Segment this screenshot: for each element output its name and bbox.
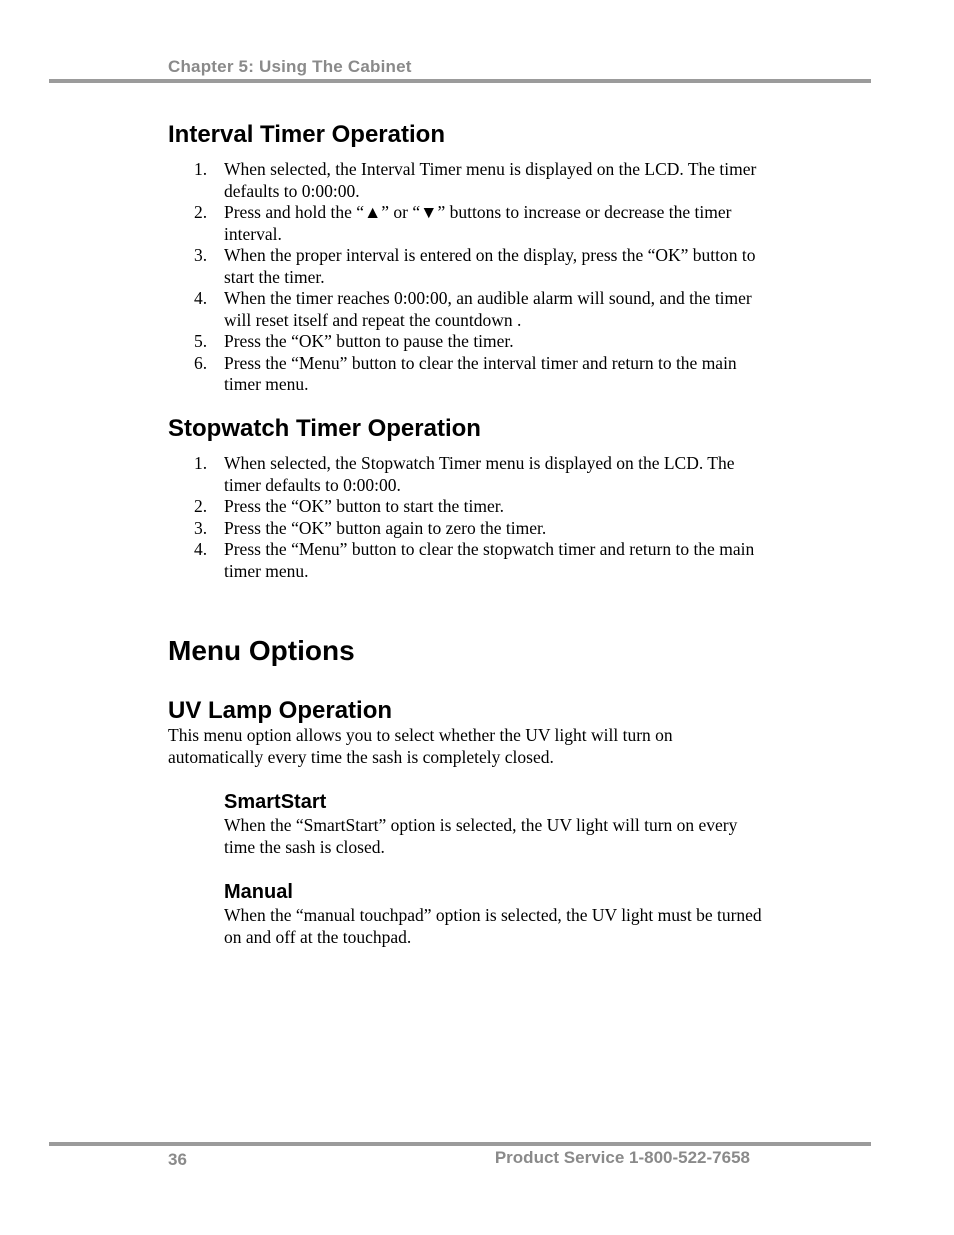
manual-text: When the “manual touchpad” option is selected, the UV light must be turned on and off at the touchpad.	[224, 905, 762, 947]
smartstart-heading: SmartStart	[224, 791, 327, 813]
list-item: 2. Press and hold the “▲” or “▼” buttons to increase or decrease the timer interval.	[194, 202, 732, 244]
list-item: 3. Press the “OK” button again to zero the timer.	[194, 517, 547, 538]
list-item: 5. Press the “OK” button to pause the timer.	[194, 331, 514, 351]
product-service-phone: Product Service 1-800-522-7658	[494, 1148, 750, 1167]
menu-options-heading: Menu Options	[168, 635, 355, 666]
list-item: 4. Press the “Menu” button to clear the stopwatch timer and return to the main timer menu.	[194, 539, 755, 581]
chapter-title: Chapter 5: Using The Cabinet	[168, 57, 412, 76]
list-item: 2. Press the “OK” button to start the timer.	[194, 496, 504, 516]
interval-timer-heading: Interval Timer Operation	[168, 121, 445, 148]
manual-heading: Manual	[224, 881, 293, 903]
uv-lamp-heading: UV Lamp Operation	[168, 697, 393, 724]
list-item: 1. When selected, the Stopwatch Timer menu is displayed on the LCD. The timer defaults to 0:00:00.	[194, 453, 735, 495]
header-rule	[49, 79, 871, 83]
interval-timer-steps	[194, 159, 764, 396]
list-item: 4. When the timer reaches 0:00:00, an audible alarm will sound, and the timer will reset itself and repeat the countdown .	[194, 288, 752, 330]
footer-rule	[49, 1142, 871, 1146]
list-item: 6. Press the “Menu” button to clear the interval timer and return to the main timer menu.	[194, 352, 737, 394]
stopwatch-timer-heading: Stopwatch Timer Operation	[168, 415, 481, 442]
page-number: 36	[168, 1150, 187, 1169]
smartstart-text: When the “SmartStart” option is selected, the UV light will turn on every time the sash is closed.	[224, 815, 738, 857]
list-item: 1. When selected, the Interval Timer menu is displayed on the LCD. The timer defaults to 0:00:00.	[194, 159, 757, 201]
list-item: 3. When the proper interval is entered on the display, press the “OK” button to start the timer.	[194, 245, 756, 287]
uv-lamp-intro: This menu option allows you to select whether the UV light will turn on automatically every time the sash is completely closed.	[168, 725, 673, 767]
stopwatch-timer-steps	[194, 453, 764, 582]
